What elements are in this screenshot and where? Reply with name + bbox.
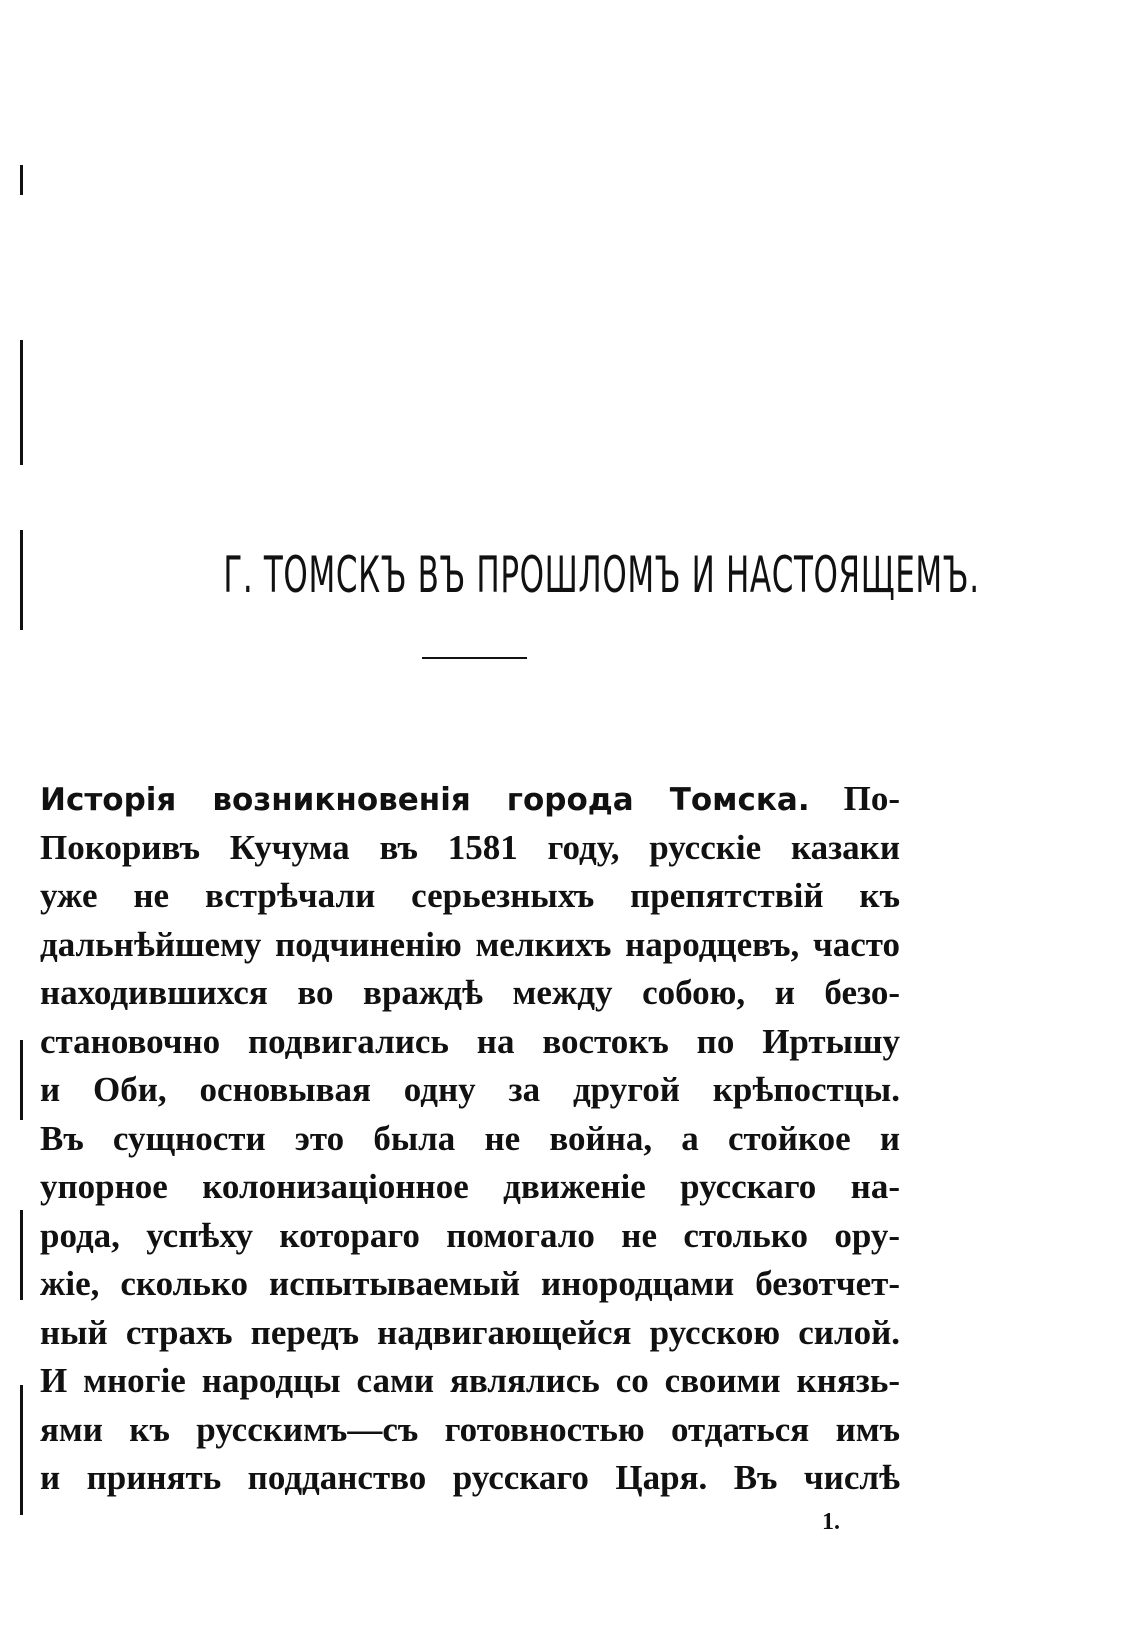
text-line: упорное колонизаціонное движеніе русскаго на- <box>40 1167 900 1206</box>
scan-edge-mark <box>20 165 23 195</box>
text-line: находившихся во враждѣ между собою, и безо- <box>40 973 900 1012</box>
scan-edge-mark <box>20 530 23 630</box>
text-line: и принять подданство русскаго Царя. Въ числѣ <box>40 1458 900 1497</box>
scan-edge-mark <box>20 1040 23 1120</box>
text-line: Покоривъ Кучума въ 1581 году, русскіе казаки <box>40 827 900 867</box>
text-line: рода, успѣху котораго помогало не столько ору- <box>40 1215 900 1255</box>
title-divider <box>422 657 527 659</box>
scan-edge-mark <box>20 1210 23 1300</box>
text-line: становочно подвигались на востокъ по Иртышу <box>40 1021 900 1061</box>
page-title: Г. ТОМСКЪ ВЪ ПРОШЛОМЪ И НАСТОЯЩЕМЪ. <box>223 546 980 604</box>
scan-edge-mark <box>20 340 23 465</box>
text-line: дальнѣйшему подчиненію мелкихъ народцевъ, часто <box>40 924 900 964</box>
text-line: ный страхъ передъ надвигающейся русскою силой. <box>40 1312 900 1352</box>
text-line: ями къ русскимъ—съ готовностью отдаться имъ <box>40 1409 900 1449</box>
text-line: Въ сущности это была не война, а стойкое и <box>40 1118 900 1158</box>
page-number: 1. <box>822 1509 840 1535</box>
scan-edge-mark <box>20 1385 23 1515</box>
text-line: и Оби, основывая одну за другой крѣпостцы. <box>40 1070 900 1109</box>
text-line: И многіе народцы сами являлись со своими князь- <box>40 1361 900 1400</box>
section-heading: Исторія возникновенія города Томска. <box>40 782 810 818</box>
body-paragraph <box>40 775 900 1503</box>
text-line-continuation: По- <box>843 779 900 818</box>
text-line: жіе, сколько испытываемый инородцами безотчет- <box>40 1264 900 1303</box>
text-line: уже не встрѣчали серьезныхъ препятствій къ <box>40 876 900 915</box>
text-line <box>40 775 900 824</box>
